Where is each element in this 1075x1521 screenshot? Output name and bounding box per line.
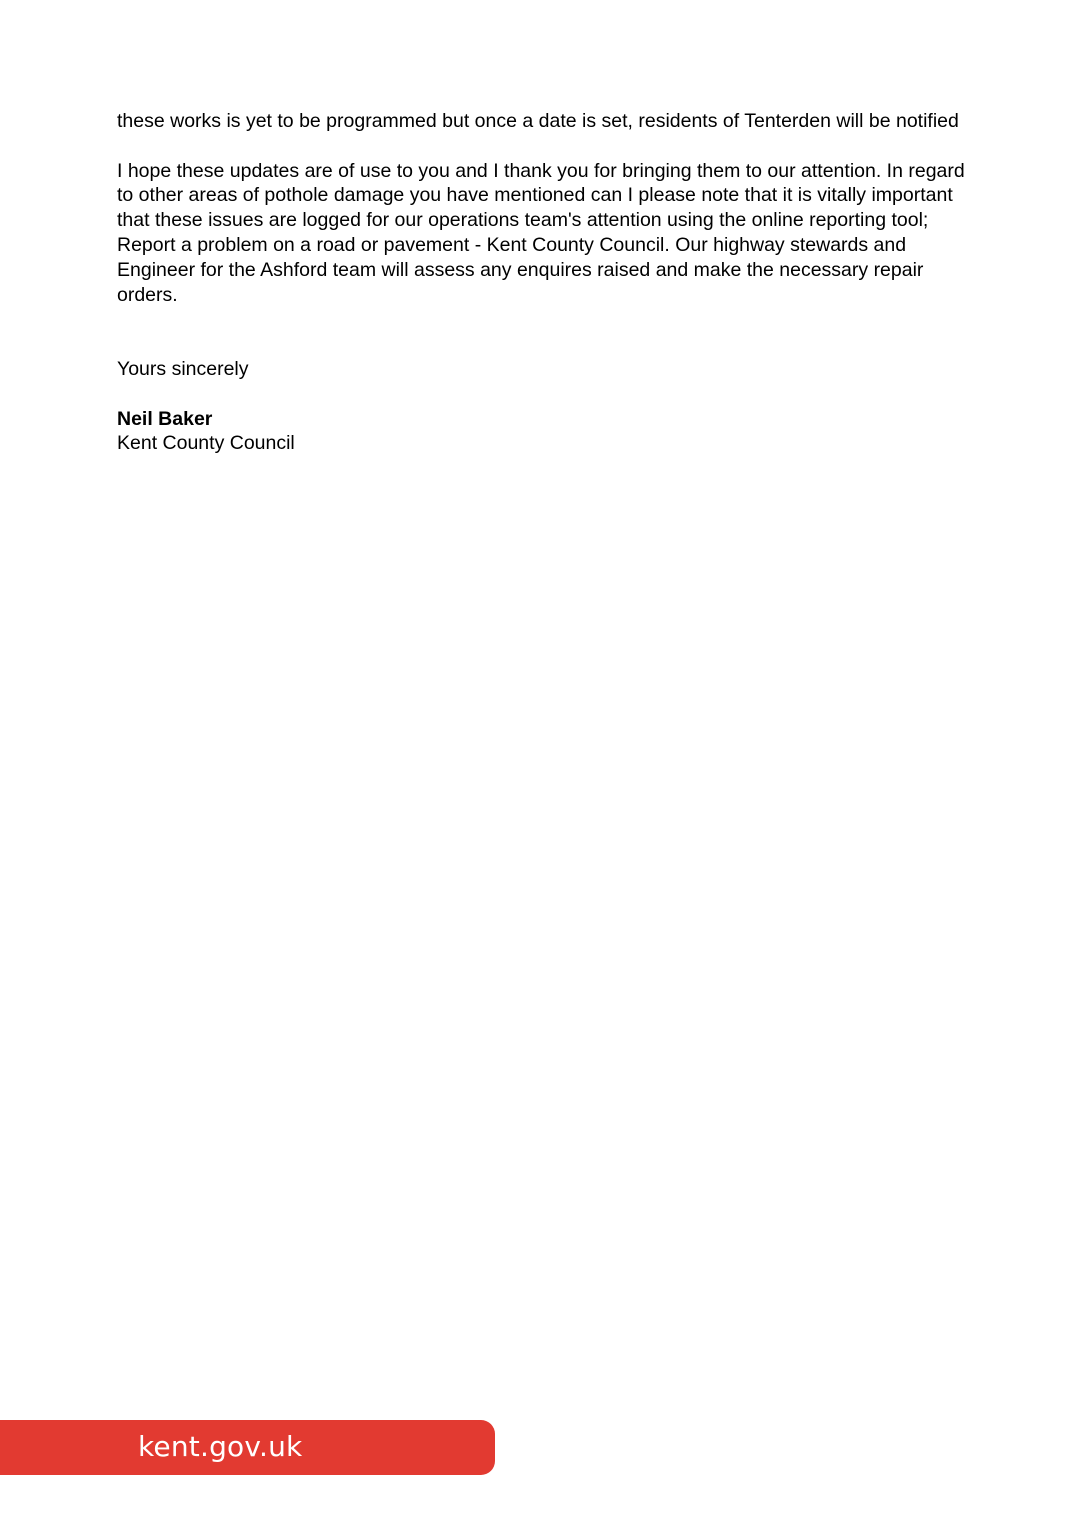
paragraph-updates: I hope these updates are of use to you and I thank you for bringing them to our attention. In regard to other areas of pothole damage you have mentioned can I please note that it is vitally important that these issues are logged for our operations team's attention using the online reporting tool; Report a problem on a road or pavement - Kent County Council. Our highway stewards and Engineer for the Ashford team will assess any enquires raised and make the necessary repair orders. (117, 159, 965, 306)
signatory-organisation: Kent County Council (117, 432, 295, 455)
footer-website: kent.gov.uk (138, 1430, 303, 1463)
footer-banner (0, 1420, 495, 1475)
signatory-name: Neil Baker (117, 407, 213, 430)
letter-body (117, 109, 967, 456)
paragraph-works-notice: these works is yet to be programmed but once a date is set, residents of Tenterden will be notified (117, 110, 959, 132)
closing-salutation: Yours sincerely (117, 357, 249, 380)
